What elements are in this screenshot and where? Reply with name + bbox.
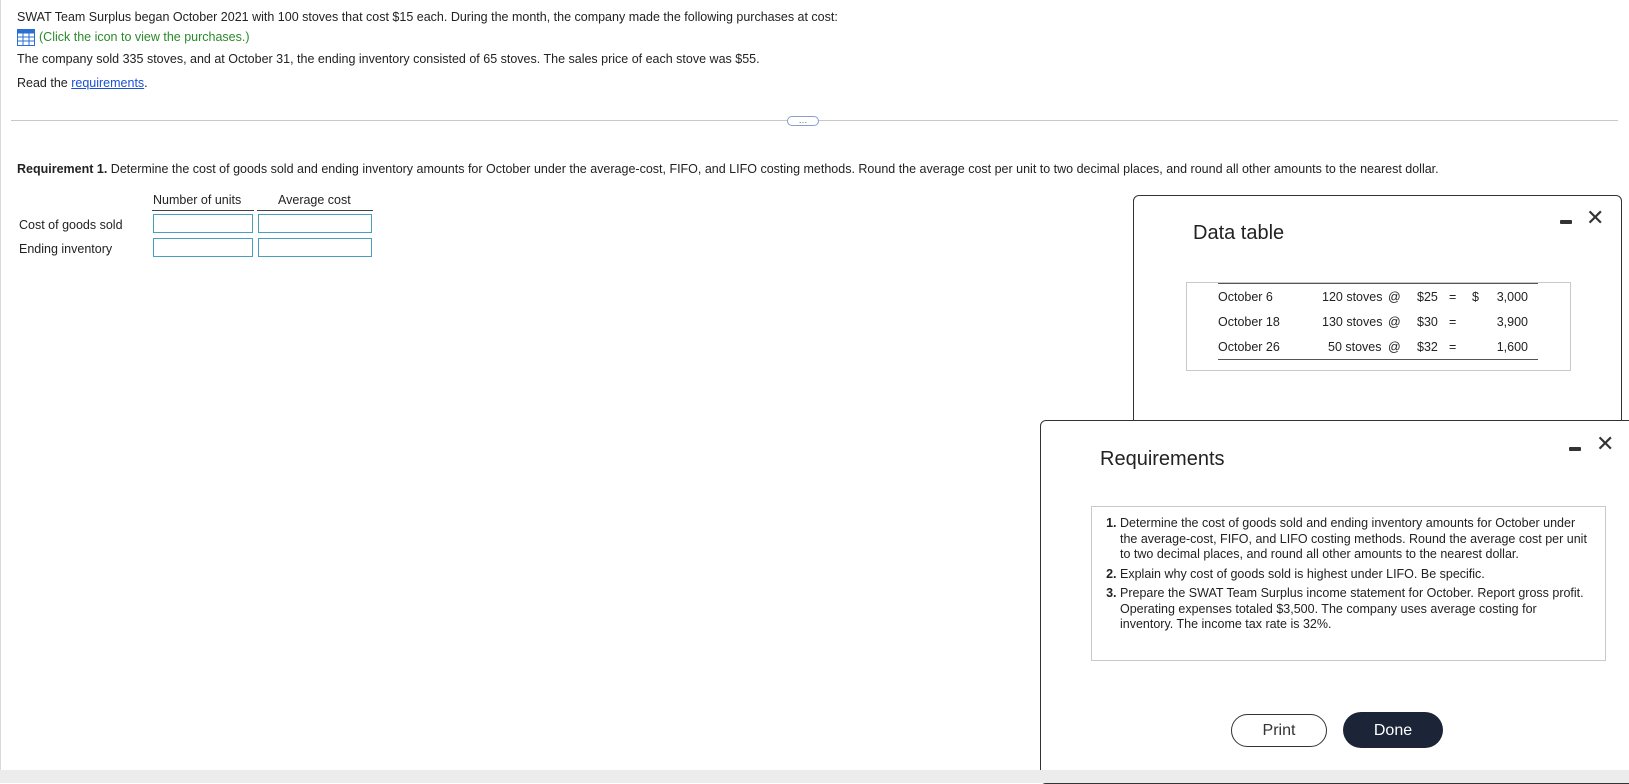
purchases-table <box>1218 283 1538 360</box>
read-prefix: Read the <box>17 76 72 90</box>
unit-price: $30 <box>1417 315 1438 329</box>
column-header-average-cost: Average cost <box>278 193 351 207</box>
purchase-quantity: 120 stoves <box>1322 290 1383 304</box>
table-row <box>1218 309 1538 334</box>
row-label-ending-inventory: Ending inventory <box>19 242 113 256</box>
purchases-link[interactable] <box>17 29 250 46</box>
problem-intro: SWAT Team Surplus began October 2021 with 100 stoves that cost $15 each. During the month, the company made the following purchases at cost: <box>17 10 838 24</box>
cogs-units-input[interactable] <box>153 214 253 233</box>
ending-inventory-average-cost-input[interactable] <box>258 238 372 257</box>
list-item: 3. Prepare the SWAT Team Surplus income statement for October. Report gross profit. Operating expenses totaled $3,500. The company uses average costing for inventory. The income tax rate is 32%. <box>1120 586 1593 633</box>
print-button[interactable]: Print <box>1231 714 1327 747</box>
list-item: 2. Explain why cost of goods sold is highest under LIFO. Be specific. <box>1120 567 1593 583</box>
column-header-units: Number of units <box>153 193 242 207</box>
equals-sign: = <box>1449 315 1457 329</box>
minimize-icon[interactable] <box>1569 447 1581 451</box>
equals-sign: = <box>1449 290 1457 304</box>
table-row <box>1218 334 1538 359</box>
close-icon[interactable]: ✕ <box>1586 205 1605 230</box>
read-suffix: . <box>144 76 148 90</box>
data-table-box <box>1186 282 1571 371</box>
at-symbol: @ <box>1388 340 1401 354</box>
table-grid-icon[interactable] <box>17 29 35 46</box>
data-table-title: Data table <box>1193 222 1285 244</box>
purchase-total: 3,000 <box>1496 290 1528 304</box>
purchase-total: 1,600 <box>1496 340 1528 354</box>
sales-info: The company sold 335 stoves, and at October 31, the ending inventory consisted of 65 stoves. The sales price of each stove was $55. <box>17 52 760 66</box>
requirements-list <box>1102 516 1593 633</box>
close-icon[interactable]: ✕ <box>1596 431 1615 456</box>
row-label-cogs: Cost of goods sold <box>19 218 123 232</box>
requirements-link[interactable]: requirements <box>71 76 145 90</box>
requirements-list-box <box>1091 506 1606 661</box>
unit-price: $32 <box>1417 340 1438 354</box>
requirement-1-text: Determine the cost of goods sold and ending inventory amounts for October under the average-cost, FIFO, and LIFO costing methods. Round the average cost per unit to two decimal places, and round all other amounts to the nearest dollar. <box>107 162 1439 176</box>
done-button[interactable]: Done <box>1343 712 1443 748</box>
at-symbol: @ <box>1388 290 1401 304</box>
read-requirements <box>17 76 148 91</box>
purchase-date: October 6 <box>1218 290 1273 304</box>
requirements-title: Requirements <box>1100 448 1225 470</box>
page-left-border <box>0 0 1 770</box>
equals-sign: = <box>1449 340 1457 354</box>
list-item: 1. Determine the cost of goods sold and ending inventory amounts for October under the average-cost, FIFO, and LIFO costing methods. Round the average cost per unit to two decimal places, and round all other amounts to the nearest dollar. <box>1120 516 1593 563</box>
purchase-quantity: 130 stoves <box>1322 315 1383 329</box>
requirement-1-label: Requirement 1. <box>17 162 108 176</box>
purchase-total: 3,900 <box>1496 315 1528 329</box>
purchase-quantity: 50 stoves <box>1328 340 1382 354</box>
unit-price: $25 <box>1417 290 1438 304</box>
purchase-date: October 26 <box>1218 340 1280 354</box>
column-underline-cost <box>257 210 373 211</box>
ending-inventory-units-input[interactable] <box>153 238 253 257</box>
expand-button[interactable]: … <box>787 116 819 126</box>
currency-symbol: $ <box>1472 290 1479 304</box>
table-row <box>1218 284 1538 309</box>
column-underline-units <box>152 210 254 211</box>
minimize-icon[interactable] <box>1560 220 1572 224</box>
requirements-modal <box>1040 420 1629 784</box>
purchases-link-text[interactable]: (Click the icon to view the purchases.) <box>39 30 250 44</box>
requirement-1-instructions <box>17 162 1439 176</box>
data-table-modal <box>1133 195 1622 435</box>
bottom-scrollbar-area <box>0 770 1629 783</box>
at-symbol: @ <box>1388 315 1401 329</box>
cogs-average-cost-input[interactable] <box>258 214 372 233</box>
purchase-date: October 18 <box>1218 315 1280 329</box>
